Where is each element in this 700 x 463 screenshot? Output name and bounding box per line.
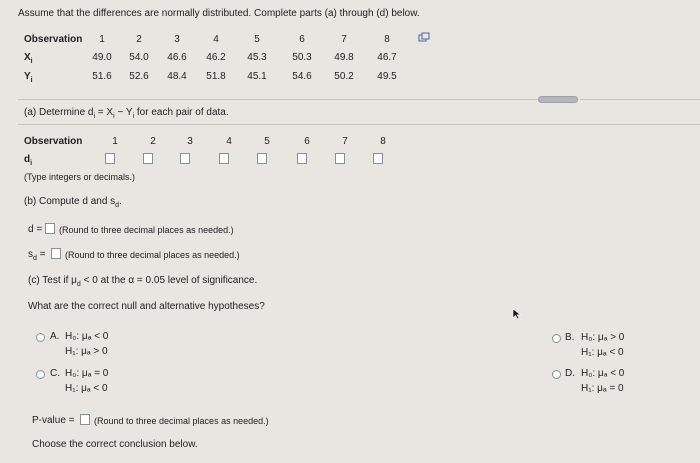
x-value-cell: 54.0 (129, 52, 149, 63)
part-b-prompt: (b) Compute d and $s_d$. (24, 196, 122, 209)
sd-hint: (Round to three decimal places as needed.) (65, 250, 240, 260)
part-a-observation-number: 7 (342, 136, 348, 147)
option-d-h1: H₁: μₐ = 0 (581, 383, 624, 394)
observation-number: 6 (299, 34, 305, 45)
section-divider-left (18, 99, 538, 100)
y-value-cell: 51.6 (92, 71, 112, 82)
option-d-radio[interactable] (552, 370, 561, 379)
option-d-h0: H₀: μₐ < 0 (581, 368, 625, 379)
part-a-prompt: (a) Determine $d_i = X_i - Y_i$ for each pair of data. (24, 107, 229, 120)
part-a-observation-number: 1 (112, 136, 118, 147)
observation-number: 4 (213, 34, 219, 45)
copy-icon[interactable] (418, 32, 430, 43)
part-a-observation-number: 6 (304, 136, 310, 147)
pvalue-label: P-value = (32, 415, 75, 426)
option-b-h0: H₀: μₐ > 0 (581, 332, 625, 343)
observation-number: 7 (341, 34, 347, 45)
sd-input[interactable] (51, 248, 61, 259)
instruction-text: Assume that the differences are normally distributed. Complete parts (a) through (d) below. (18, 8, 420, 19)
option-a-h1: H₁: μₐ > 0 (65, 346, 108, 357)
part-a-hint: (Type integers or decimals.) (24, 172, 136, 182)
y-value-cell: 52.6 (129, 71, 149, 82)
option-d-letter: D. (565, 368, 575, 379)
d-input-6[interactable] (297, 153, 307, 164)
part-a-observation-number: 2 (150, 136, 156, 147)
d-input-5[interactable] (257, 153, 267, 164)
x-value-cell: 45.3 (247, 52, 267, 63)
part-a-divider (18, 124, 700, 125)
x-value-cell: 46.6 (167, 52, 187, 63)
part-a-header-label: Observation (24, 136, 83, 147)
table-header-label: Observation (24, 34, 83, 45)
option-b-h1: H₁: μₐ < 0 (581, 347, 624, 358)
part-a-observation-number: 5 (264, 136, 270, 147)
option-a-h0: H₀: μₐ < 0 (65, 331, 109, 342)
d-row-label: $d_i$ (24, 154, 33, 167)
mouse-cursor-icon (512, 308, 522, 323)
y-value-cell: 48.4 (167, 71, 187, 82)
part-a-observation-number: 4 (226, 136, 232, 147)
option-b-letter: B. (565, 332, 575, 343)
d-input-8[interactable] (373, 153, 383, 164)
y-value-cell: 49.5 (377, 71, 397, 82)
dbar-hint: (Round to three decimal places as needed.) (59, 225, 234, 235)
x-value-cell: 50.3 (292, 52, 312, 63)
option-c-radio[interactable] (36, 370, 45, 379)
expand-handle-icon[interactable] (538, 96, 578, 103)
pvalue-input[interactable] (80, 414, 90, 425)
pvalue-hint: (Round to three decimal places as needed.) (94, 416, 269, 426)
y-value-cell: 50.2 (334, 71, 354, 82)
y-value-cell: 54.6 (292, 71, 312, 82)
y-value-cell: 45.1 (247, 71, 267, 82)
option-c-h1: H₁: μₐ < 0 (65, 383, 108, 394)
y-row-label: $Y_i$ (24, 71, 33, 84)
d-input-2[interactable] (143, 153, 153, 164)
option-a-radio[interactable] (36, 333, 45, 342)
part-a-observation-number: 3 (187, 136, 193, 147)
x-value-cell: 49.8 (334, 52, 354, 63)
x-value-cell: 46.2 (206, 52, 226, 63)
conclusion-prompt: Choose the correct conclusion below. (32, 439, 198, 450)
d-input-3[interactable] (180, 153, 190, 164)
observation-number: 2 (136, 34, 142, 45)
dbar-label: d = (28, 224, 43, 235)
x-row-label: $X_i$ (24, 52, 33, 65)
observation-number: 8 (384, 34, 390, 45)
observation-number: 3 (174, 34, 180, 45)
d-input-4[interactable] (219, 153, 229, 164)
option-c-h0: H₀: μₐ = 0 (65, 368, 109, 379)
observation-number: 1 (99, 34, 105, 45)
sd-label: $s_d$ = (28, 249, 46, 262)
d-input-1[interactable] (105, 153, 115, 164)
x-value-cell: 49.0 (92, 52, 112, 63)
dbar-input[interactable] (45, 223, 55, 234)
option-b-radio[interactable] (552, 334, 561, 343)
part-a-observation-number: 8 (380, 136, 386, 147)
part-c-prompt: (c) Test if $\mu_d < 0$ at the α = 0.05 level of significance. (28, 275, 258, 288)
section-divider-right (580, 99, 700, 100)
d-input-7[interactable] (335, 153, 345, 164)
hypotheses-question: What are the correct null and alternative hypotheses? (28, 301, 265, 312)
x-value-cell: 46.7 (377, 52, 397, 63)
y-value-cell: 51.8 (206, 71, 226, 82)
observation-number: 5 (254, 34, 260, 45)
option-a-letter: A. (50, 331, 60, 342)
option-c-letter: C. (50, 368, 60, 379)
